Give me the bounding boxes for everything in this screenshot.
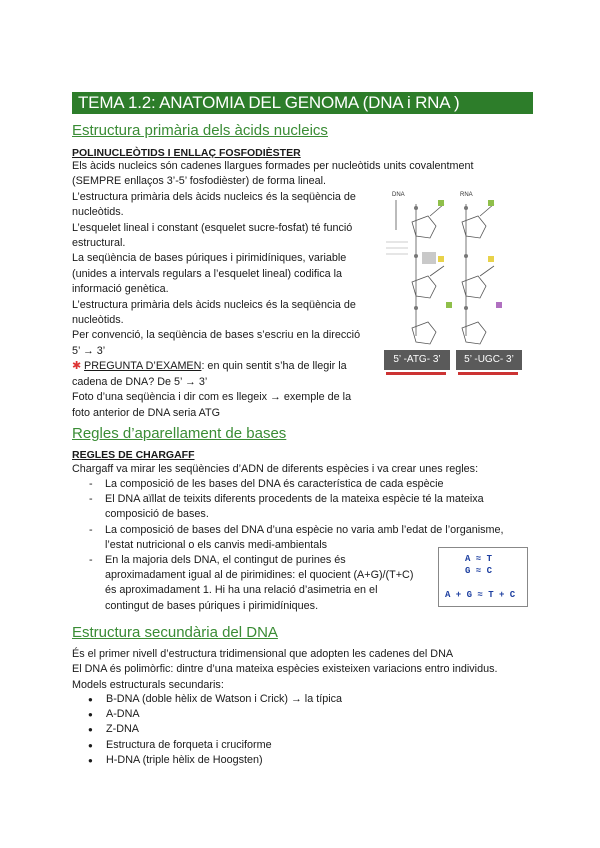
text-line: (SEMPRE enllaços 3’-5’ fosfodièster) de forma lineal. [72, 175, 327, 188]
exam-label: PREGUNTA D’EXAMEN [84, 360, 202, 373]
text-line: Chargaff va mirar les seqüències d’ADN de diferents espècies i va crear unes regles: [72, 463, 479, 475]
text-line: Foto d’una seqüència i dir com es llegeix → exemple de la [72, 391, 352, 404]
list-item: - La composició de les bases del DNA és característica de cada espècie [72, 477, 504, 492]
dna-sequence-label: 5’ -ATG- 3’ [384, 350, 450, 370]
text-line: informació genètica. [72, 283, 169, 296]
rna-arrow [458, 372, 518, 375]
nucleotide-figure [384, 186, 526, 382]
asterisk-icon: ✱ [72, 360, 82, 373]
secondary-models-list [72, 692, 342, 768]
section-heading-secondary: Estructura secundària del DNA [72, 624, 278, 641]
text-line: L’esquelet lineal i constant (esquelet sucre-fosfat) té funció [72, 221, 353, 234]
equation-at: A ≈ T [465, 554, 493, 564]
subheading-polynucleotides: POLINUCLEÒTIDS I ENLLAÇ FOSFODIÈSTER [72, 147, 301, 159]
text-line: (unides a intervals regulars a l’esquelet lineal) codifica la [72, 267, 343, 280]
list-item: ● B-DNA (doble hèlix de Watson i Crick) → la típica [72, 692, 342, 707]
list-item: - La composició de bases del DNA d’una espècie no varia amb l’edat de l’organisme, l’estat nutricional o els canvis medi-ambientals [72, 523, 504, 553]
text-line: L’estructura primària dels àcids nucleics és la seqüència de [72, 190, 356, 203]
equation-purines: A + G ≈ T + C [445, 590, 516, 600]
list-item: ● Estructura de forqueta i cruciforme [72, 738, 342, 753]
chargaff-equations-box [438, 547, 528, 607]
text-line: nucleòtids. [72, 206, 124, 219]
chargaff-intro [72, 462, 478, 477]
text-line: Els àcids nucleics són cadenes llargues formades per nucleòtids units covalentment [72, 160, 474, 172]
text-line: estructural. [72, 237, 126, 250]
text-line: L’estructura primària dels àcids nucleics és la seqüència de [72, 298, 356, 311]
text-line: Per convenció, la seqüència de bases s’escriu en la direcció [72, 329, 361, 342]
list-item: ● Z-DNA [72, 722, 342, 737]
secondary-structure-text [72, 647, 497, 693]
rna-sequence-label: 5’ -UGC- 3’ [456, 350, 522, 370]
list-item: - En la majoria dels DNA, el contingut de purines és aproximadament igual al de pirimidines: el quocient (A+G)/(T+C) és aproximadament 1. Hi ha una relació d’asimetria en el contingut de bases púriques i pirimidíniques. [72, 553, 504, 614]
dna-arrow [386, 372, 446, 375]
equation-gc: G ≈ C [465, 566, 493, 576]
list-item: - El DNA aïllat de teixits diferents procedents de la mateixa espècie té la mateixa composició de bases. [72, 492, 504, 522]
text-line: Models estructurals secundaris: [72, 678, 224, 691]
text-line: foto anterior de DNA seria ATG [72, 406, 221, 419]
subheading-chargaff: REGLES DE CHARGAFF [72, 449, 195, 461]
dna-label: DNA [392, 192, 405, 198]
section-heading-primary: Estructura primària dels àcids nucleics [72, 122, 328, 139]
page-title: TEMA 1.2: ANATOMIA DEL GENOMA (DNA i RNA ) [72, 92, 533, 114]
text-line: És el primer nivell d’estructura tridimensional que adopten les cadenes del DNA [72, 648, 454, 660]
section-heading-base-pairing: Regles d’aparellament de bases [72, 425, 287, 442]
text-line: nucleòtids. [72, 314, 124, 327]
rna-label: RNA [460, 192, 473, 198]
text-line: cadena de DNA? De 5’ → 3’ [72, 375, 208, 388]
text-line: 5’ → 3’ [72, 344, 106, 357]
text-line: El DNA és polimòrfic: dintre d’una mateixa espècies existeixen variacions entro individus. [72, 663, 498, 676]
exam-rest: : en quin sentit s’ha de llegir la [201, 360, 347, 373]
list-item: ● H-DNA (triple hèlix de Hoogsten) [72, 753, 342, 768]
list-item: ● A-DNA [72, 707, 342, 722]
text-line: La seqüència de bases púriques i pirimidíniques, variable [72, 252, 347, 265]
